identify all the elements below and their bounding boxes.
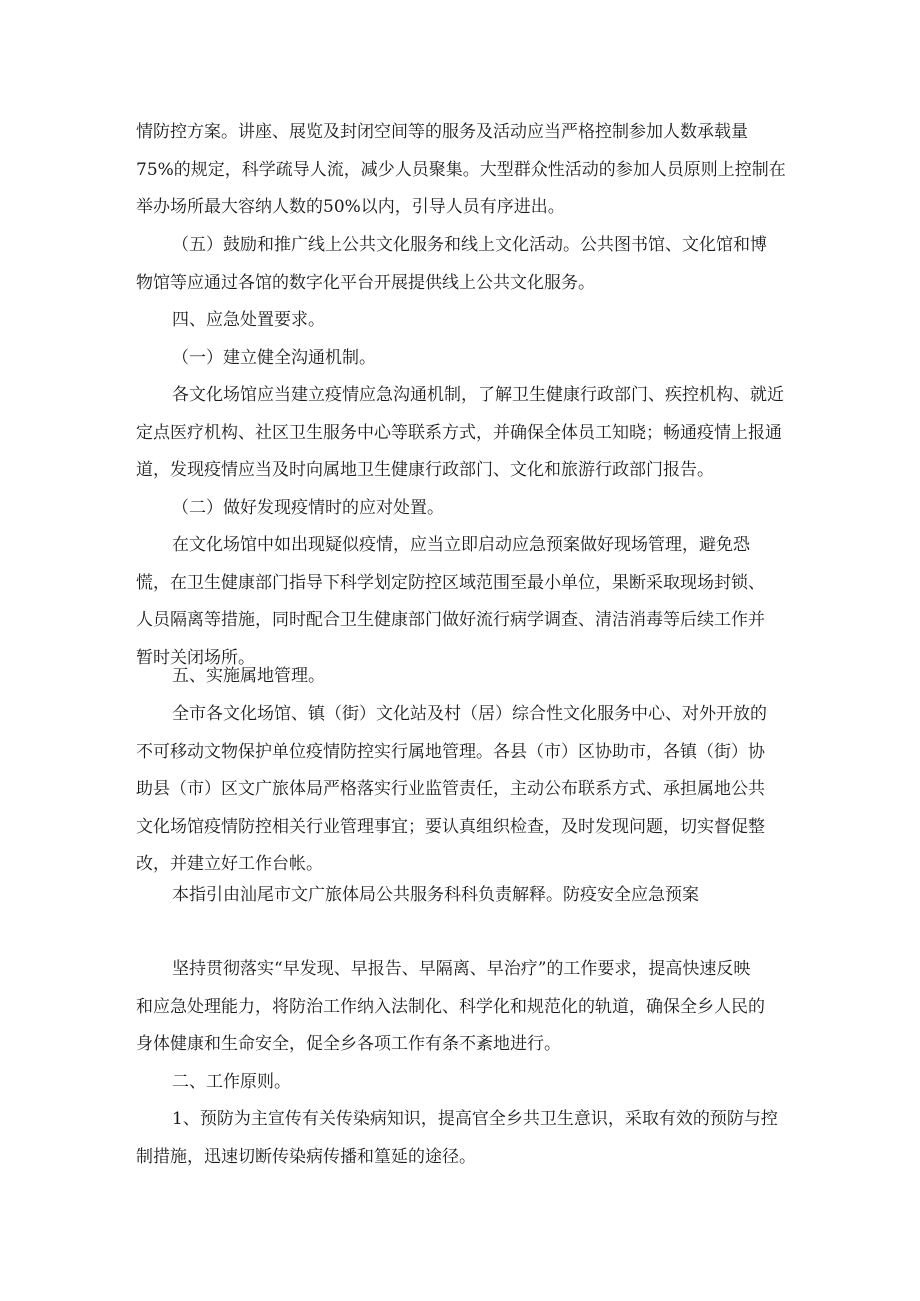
subheading-outbreak-handling: [136, 490, 786, 528]
paragraph-communication-mechanism: [136, 377, 786, 490]
text-line: 1、预防为主宣传有关传染病知识，提高官全乡共卫生意识，采取有效的预防与控: [172, 1109, 778, 1129]
paragraph-territorial-management: [136, 696, 786, 884]
text-line: 坚持贯彻落实“早发现、早报告、早隔离、早治疗”的工作要求，提高快速反映: [172, 959, 751, 979]
section-heading-territorial-management: [136, 658, 786, 696]
paragraph-outbreak-handling: [136, 527, 786, 677]
text-line: 75%的规定，科学疏导人流，减少人员聚集。大型群众性活动的参加人员原则上控制在: [136, 159, 786, 180]
heading-line: （一）建立健全沟通机制。: [172, 348, 376, 368]
paragraph-emergency-plan-intro: [136, 951, 786, 1064]
paragraph-interpretation-note: [136, 877, 786, 915]
text-line: 制措施，迅速切断传染病传播和篁延的途径。: [136, 1146, 476, 1167]
heading-line: 二、工作原则。: [172, 1072, 291, 1092]
text-line: 道，发现疫情应当及时向属地卫生健康行政部门、文化和旅游行政部门报告。: [136, 460, 714, 480]
text-line: 物馆等应通过各馆的数字化平台开展提供线上公共文化服务。: [136, 272, 595, 293]
text-line: 文化场馆疫情防控相关行业管理事宜；要认真组织检查，及时发现问题，切实督促整: [136, 816, 765, 837]
text-line: 情防控方案。讲座、展览及封闭空间等的服务及活动应当严格控制参加人数承载量: [136, 122, 748, 142]
text-line: （五）鼓励和推广线上公共文化服务和线上文化活动。公共图书馆、文化馆和博: [172, 235, 767, 255]
text-line: 和应急处理能力，将防治工作纳入法制化、科学化和规范化的轨道，确保全乡人民的: [136, 996, 765, 1017]
text-line: 各文化场馆应当建立疫情应急沟通机制，了解卫生健康行政部门、疾控机构、就近: [172, 385, 784, 405]
section-heading-emergency-response: [136, 302, 786, 340]
text-line: 定点医疗机构、社区卫生服务中心等联系方式，并确保全体员工知晓；畅通疫情上报通: [136, 422, 782, 443]
text-line: 暂时关闭场所。: [136, 647, 255, 668]
text-line: 改，并建立好工作台帐。: [136, 854, 323, 874]
paragraph-prevention-first: [136, 1101, 786, 1176]
section-heading-work-principles: [136, 1064, 786, 1102]
subheading-communication-mechanism: [136, 340, 786, 378]
text-line: 不可移动文物保护单位疫情防控实行属地管理。各县（市）区协助市，各镇（街）协: [136, 741, 765, 762]
text-line: 人员隔离等措施，同时配合卫生健康部门做好流行病学调查、清洁消毒等后续工作并: [136, 610, 765, 630]
text-line: 助县（市）区文广旅体局严格落实行业监管责任，主动公布联系方式、承担属地公共: [136, 779, 765, 799]
text-line: 身体健康和生命安全，促全乡各项工作有条不紊地进行。: [136, 1034, 561, 1054]
paragraph-online-culture-services: [136, 227, 786, 302]
heading-line: （二）做好发现疫情时的应对处置。: [172, 498, 444, 518]
heading-line: 四、应急处置要求。: [172, 310, 325, 330]
text-line: 本指引由汕尾市文广旅体局公共服务科科负责解释。防疫安全应急预案: [172, 885, 699, 905]
text-line: 在文化场馆中如出现疑似疫情，应当立即启动应急预案做好现场管理，避免恐: [172, 535, 750, 555]
heading-line: 五、实施属地管理。: [172, 666, 325, 686]
paragraph-epidemic-control-plan: [136, 114, 786, 227]
text-line: 举办场所最大容纳人数的50%以内，引导人员有序进出。: [136, 197, 565, 217]
text-line: 全市各文化场馆、镇（街）文化站及村（居）综合性文化服务中心、对外开放的: [172, 704, 767, 724]
text-line: 慌，在卫生健康部门指导下科学划定防控区域范围至最小单位，果断采取现场封锁、: [136, 572, 765, 593]
